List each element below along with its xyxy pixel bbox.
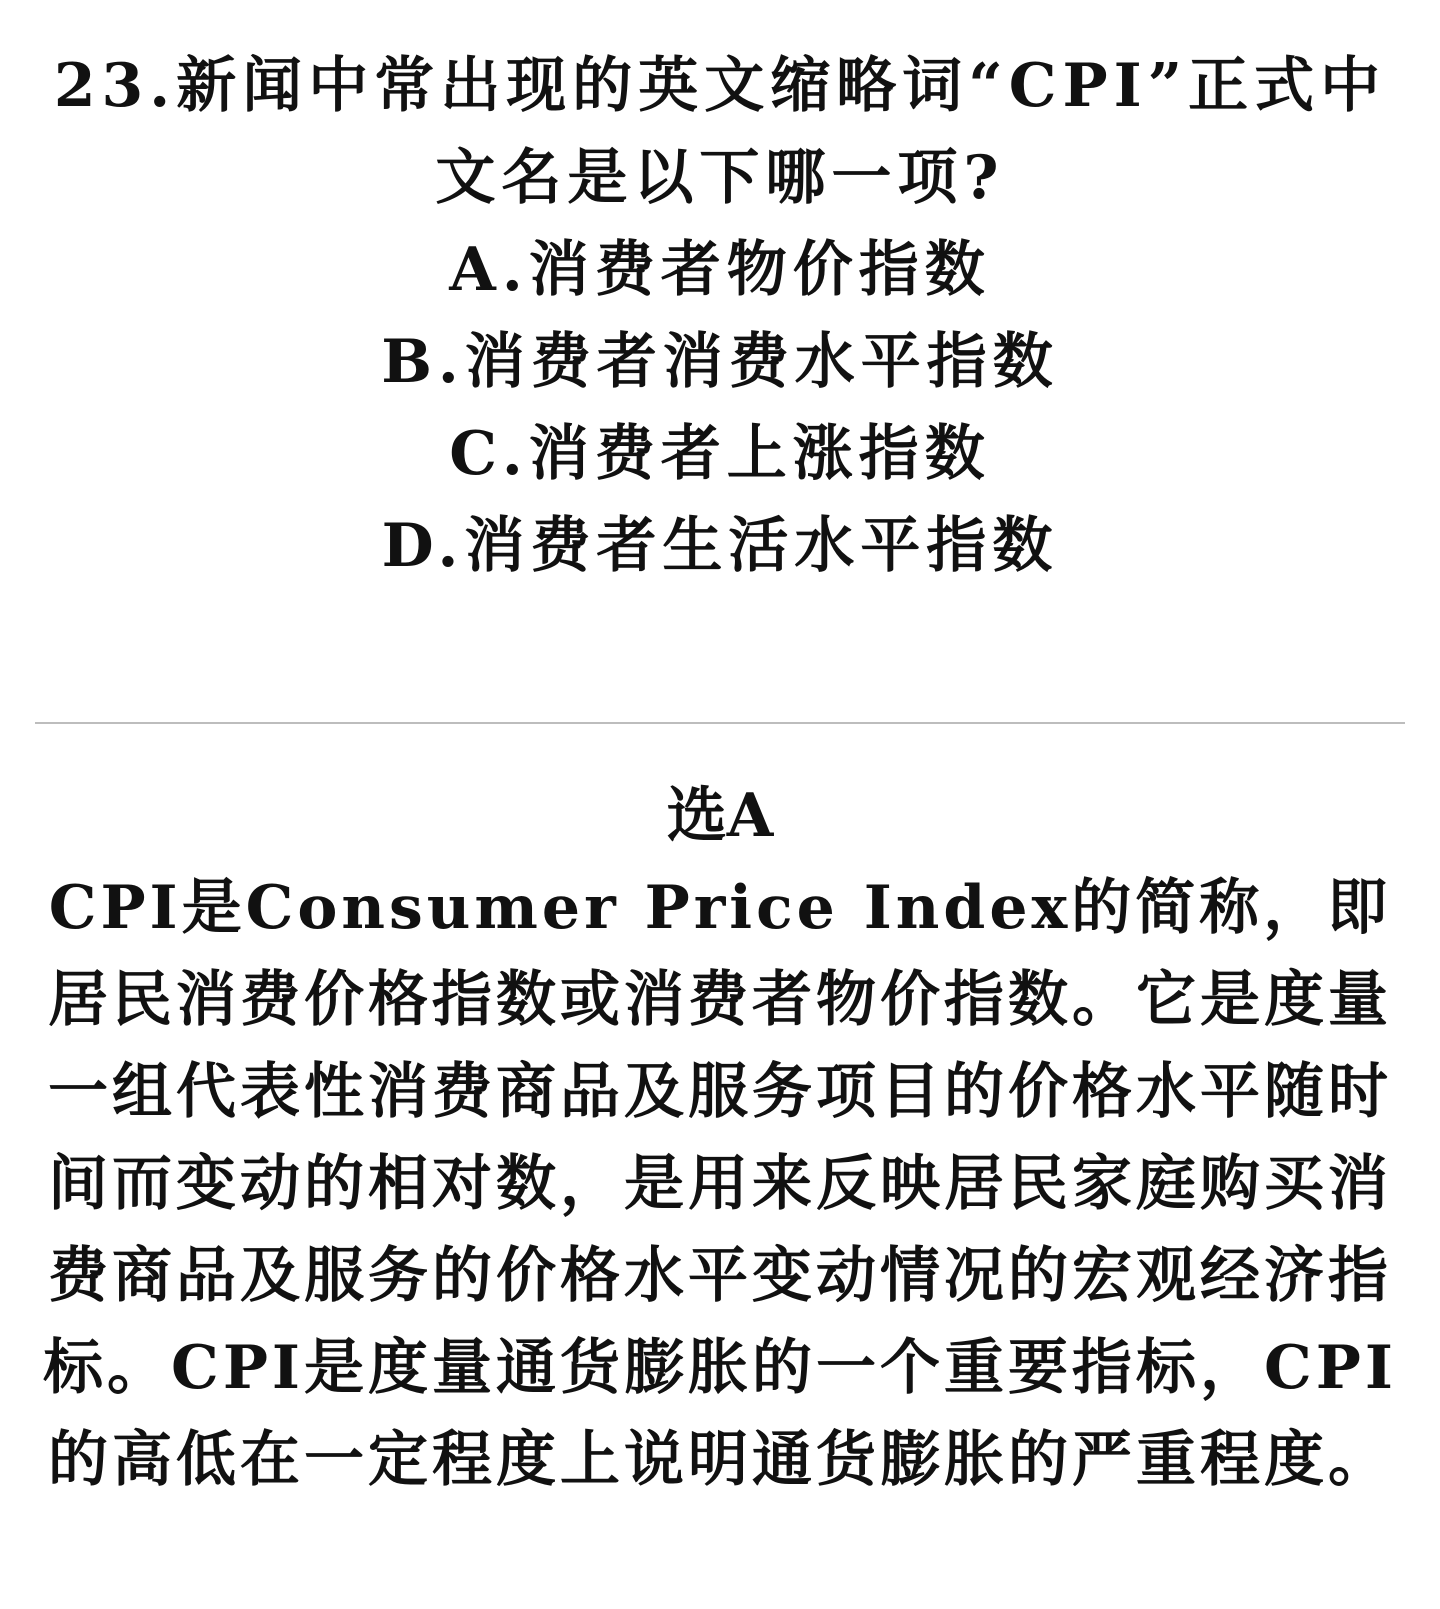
option-d: D.消费者生活水平指数 xyxy=(381,511,1059,581)
option-b: B.消费者消费水平指数 xyxy=(381,327,1059,397)
question-block xyxy=(40,40,1400,592)
option-c: C.消费者上涨指数 xyxy=(449,419,991,489)
answer-block xyxy=(40,770,1400,1506)
question-stem: 23.新闻中常出现的英文缩略词“CPI”正式中文名是以下哪一项? xyxy=(53,51,1387,213)
divider xyxy=(35,722,1405,724)
options-list xyxy=(40,224,1400,592)
answer-choice: 选A xyxy=(666,781,774,851)
answer-explanation: CPI是Consumer Price Index的简称，即居民消费价格指数或消费者物价指数。它是度量一组代表性消费商品及服务项目的价格水平随时间而变动的相对数，是用来反映居民家庭购买消费商品及服务的价格水平变动情况的宏观经济指标。CPI是度量通货膨胀的一个重要指标，CPI的高低在一定程度上说明通货膨胀的严重程度。 xyxy=(43,873,1397,1495)
option-a: A.消费者物价指数 xyxy=(449,235,991,305)
